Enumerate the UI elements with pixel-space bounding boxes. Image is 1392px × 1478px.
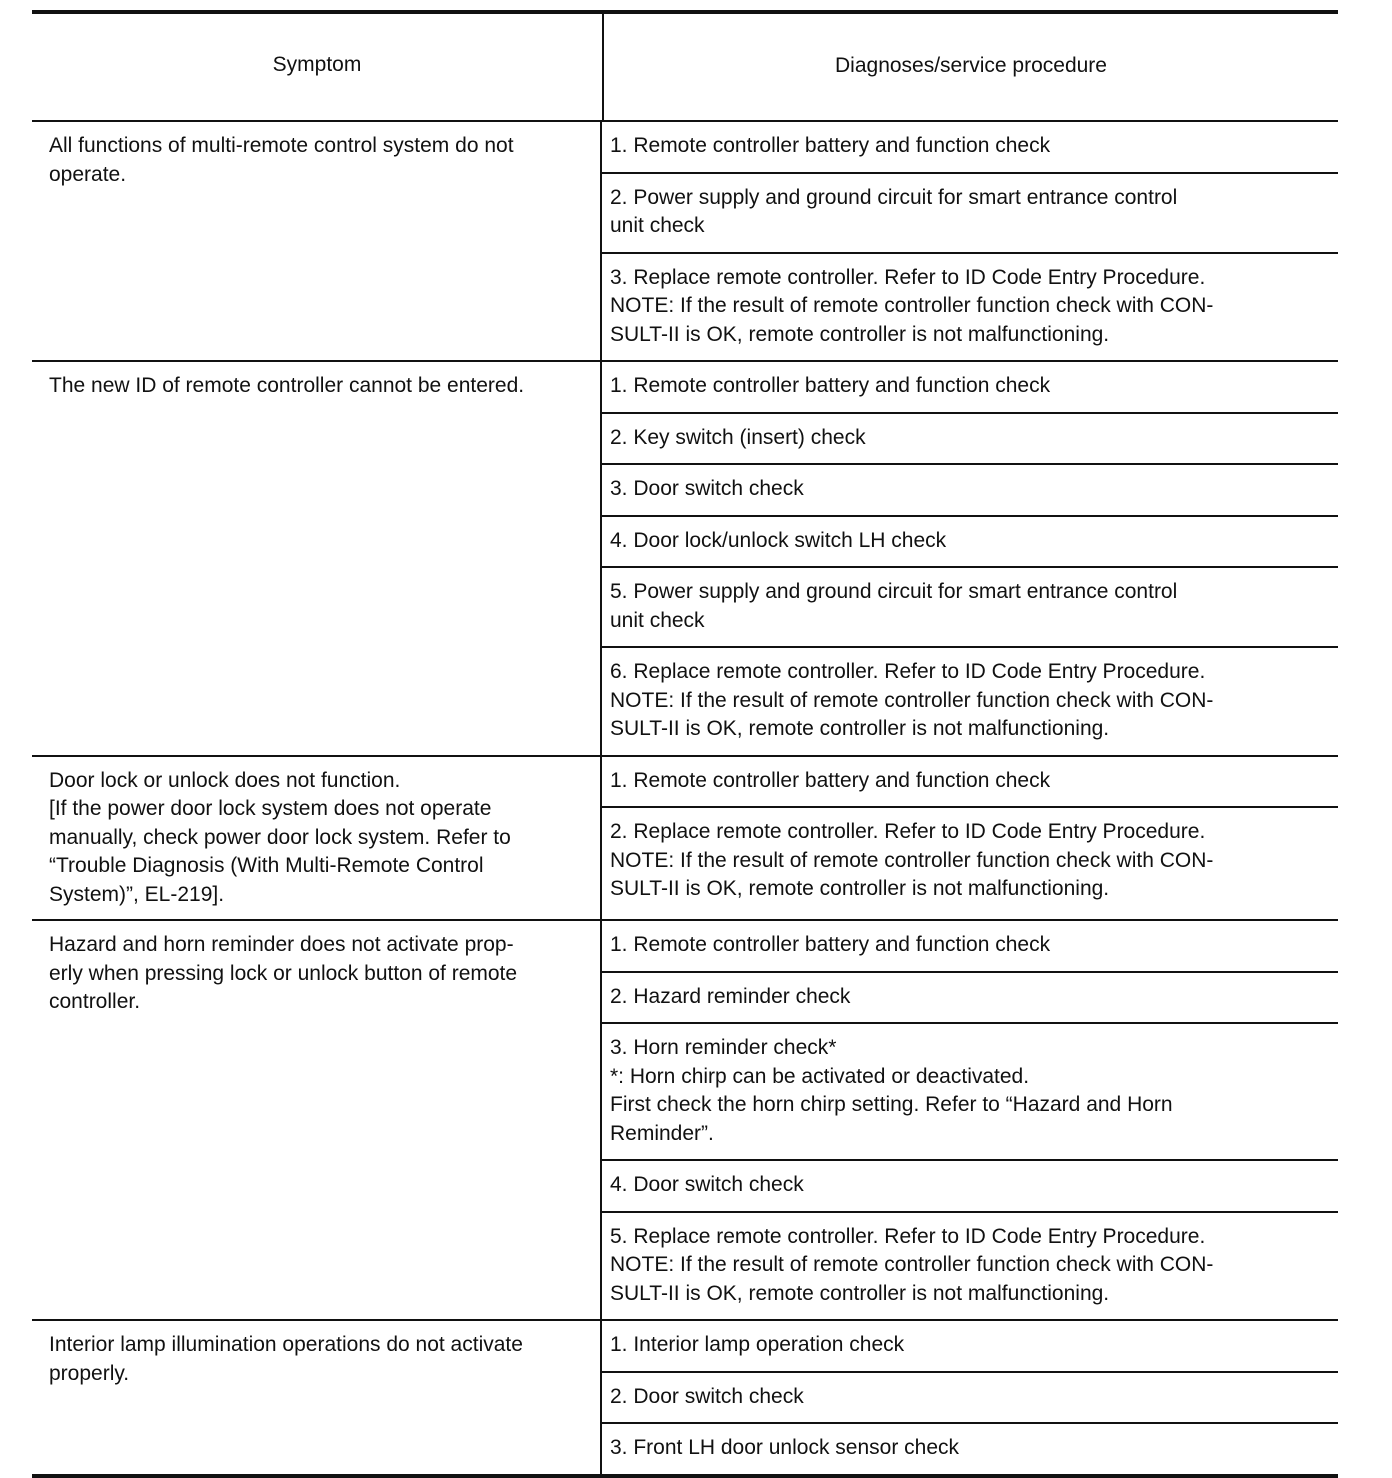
procedure-list [602, 362, 1338, 755]
procedure-step: 2. Replace remote controller. Refer to ID Code Entry Procedure. NOTE: If the result of remote controller function check with CON- SULT-II is OK, remote controller is not malfunctioning. [610, 820, 1214, 900]
symptom-cell: Door lock or unlock does not function. [If the power door lock system does not operate manually, check power door lock system. Refer to “Trouble Diagnosis (With Multi-Remote Control System)”, EL-219]. [32, 757, 602, 920]
procedure-step: 5. Power supply and ground circuit for smart entrance control unit check [602, 568, 1338, 648]
procedure-step: 1. Remote controller battery and function check [602, 921, 1338, 973]
procedure-list [602, 122, 1338, 360]
procedure-step: 2. Hazard reminder check [602, 973, 1338, 1025]
symptom-cell: Interior lamp illumination operations do not activate properly. [32, 1321, 602, 1474]
procedure-list [602, 921, 1338, 1319]
procedure-step: 6. Replace remote controller. Refer to ID Code Entry Procedure. NOTE: If the result of remote controller function check with CON- SULT-II is OK, remote controller is not malfunctioning. [610, 660, 1214, 740]
procedure-step: 3. Door switch check [602, 465, 1338, 517]
table-row [32, 757, 1338, 922]
table-row [32, 122, 1338, 362]
procedure-step: 4. Door switch check [602, 1161, 1338, 1213]
symptom-table [32, 10, 1338, 1478]
table-row [32, 362, 1338, 757]
procedure-step: 4. Door lock/unlock switch LH check [602, 517, 1338, 569]
header-diagnoses: Diagnoses/service procedure [835, 54, 1107, 77]
document-page [32, 10, 1338, 1478]
procedure-step: 2. Power supply and ground circuit for smart entrance control unit check [602, 174, 1338, 254]
procedure-step: 1. Remote controller battery and function check [602, 757, 1338, 809]
table-row [32, 921, 1338, 1321]
procedure-step: 1. Remote controller battery and function check [602, 362, 1338, 414]
procedure-step: 3. Horn reminder check* *: Horn chirp can be activated or deactivated. First check the horn chirp setting. Refer to “Hazard and Horn Reminder”. [602, 1024, 1338, 1161]
table-header [32, 14, 1338, 122]
procedure-step: 3. Front LH door unlock sensor check [610, 1436, 960, 1459]
header-symptom: Symptom [32, 14, 604, 120]
procedure-step: 2. Key switch (insert) check [602, 414, 1338, 466]
symptom-cell: All functions of multi-remote control system do not operate. [32, 122, 602, 360]
procedure-list [602, 1321, 1338, 1474]
procedure-step: 2. Door switch check [602, 1373, 1338, 1425]
procedure-step: 3. Replace remote controller. Refer to ID Code Entry Procedure. NOTE: If the result of remote controller function check with CON- SULT-II is OK, remote controller is not malfunctioning. [610, 265, 1214, 346]
procedure-step: 1. Interior lamp operation check [602, 1321, 1338, 1373]
table-row [32, 1321, 1338, 1474]
symptom-cell: The new ID of remote controller cannot be entered. [32, 362, 602, 755]
procedure-step: 1. Remote controller battery and function check [602, 122, 1338, 174]
symptom-cell: Hazard and horn reminder does not activate prop- erly when pressing lock or unlock button of remote controller. [32, 921, 602, 1319]
procedure-list [602, 757, 1338, 920]
procedure-step: 5. Replace remote controller. Refer to ID Code Entry Procedure. NOTE: If the result of remote controller function check with CON- SULT-II is OK, remote controller is not malfunctioning. [610, 1224, 1214, 1305]
